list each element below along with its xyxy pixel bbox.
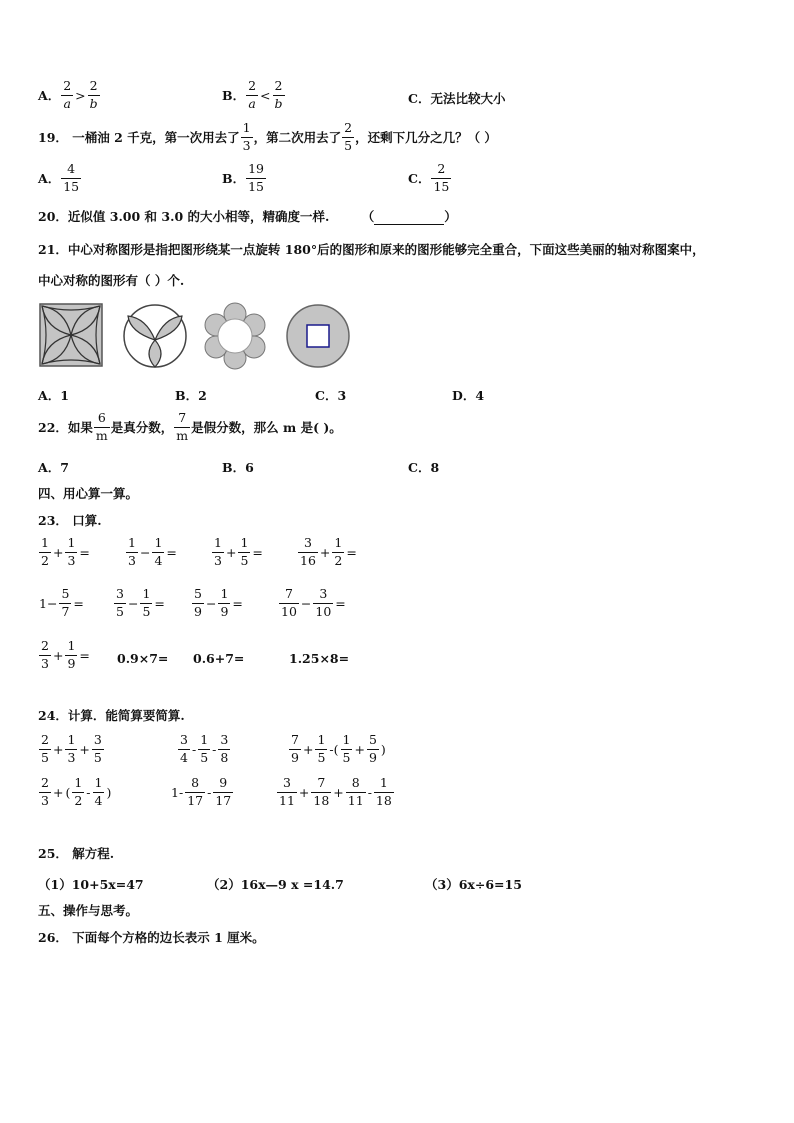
q24-expression: $\frac{2}{3}$ + ( $\frac{1}{2}$ - $\frac{1}{4}$ ) xyxy=(41,775,112,808)
q24-expression: 1- $\frac{8}{17}$ - $\frac{9}{17}$ xyxy=(171,775,232,808)
q22-option-a: A．7 xyxy=(38,460,69,475)
square-petal-pattern xyxy=(40,304,102,366)
q23-item: $\frac{5}{9}$ − $\frac{1}{9}$ = xyxy=(194,586,243,619)
q25-equation-2: （2）16x—9 x =14.7 xyxy=(207,877,344,892)
q23-item: $\frac{1}{2}$ + $\frac{1}{3}$ = xyxy=(41,535,90,568)
q24-expression: $\frac{2}{5}$ + $\frac{1}{3}$ + $\frac{3}{5}$ xyxy=(41,732,102,765)
fraction: $\frac{6}{m}$ xyxy=(95,410,108,443)
q21-line1: 21．中心对称图形是指把图形绕某一点旋转 180°后的图形和原来的图形能够完全重合，下面这些美丽的轴对称图案中， xyxy=(38,242,705,257)
q24-expression: $\frac{3}{11}$ + $\frac{7}{18}$ + $\frac{8}{11}$ - $\frac{1}{18}$ xyxy=(279,775,392,808)
q19-option-c: C． $\frac{2}{15}$ xyxy=(408,161,450,194)
q19-question: 19． 一桶油 2 千克，第一次用去了 $\frac{1}{3}$ ，第二次用去了 $\frac{2}{5}$ ，还剩下几分之几？（ ） xyxy=(38,120,497,153)
q22-question: 22．如果 $\frac{6}{m}$ 是真分数， $\frac{7}{m}$ 是假分数，那么 m 是( )。 xyxy=(38,410,342,443)
q22-option-b: B．6 xyxy=(222,460,254,475)
fraction: $\frac{1}{3}$ xyxy=(242,120,251,153)
q25-equation-1: （1）10+5x=47 xyxy=(38,877,144,892)
q18-option-b: B． $\frac{2}{a}$ < $\frac{2}{b}$ xyxy=(222,78,283,111)
q19-option-a: A． $\frac{4}{15}$ xyxy=(38,161,80,194)
q21-option-c: C．3 xyxy=(315,388,347,403)
flower-pattern xyxy=(205,303,265,369)
answer-blank[interactable] xyxy=(374,212,444,225)
q23-item: $\frac{2}{3}$ + $\frac{1}{9}$ = xyxy=(41,638,90,671)
section-four-heading: 四、用心算一算。 xyxy=(38,486,139,501)
section-five-heading: 五、操作与思考。 xyxy=(38,903,139,918)
fraction: $\frac{7}{m}$ xyxy=(176,410,189,443)
fraction: $\frac{2}{b}$ xyxy=(274,78,283,111)
fraction: $\frac{19}{15}$ xyxy=(248,161,264,194)
q21-patterns xyxy=(38,302,358,372)
q23-title: 23． 口算. xyxy=(38,513,102,528)
q21-line2: 中心对称的图形有（ ）个. xyxy=(38,273,185,288)
fraction: $\frac{2}{b}$ xyxy=(89,78,98,111)
fraction: $\frac{2}{5}$ xyxy=(344,120,353,153)
q25-title: 25． 解方程. xyxy=(38,846,115,861)
q21-option-d: D．4 xyxy=(452,388,485,403)
q24-title: 24．计算．能简算要简算. xyxy=(38,708,185,723)
fraction: $\frac{2}{a}$ xyxy=(63,78,72,111)
q23-item: 0.6+7= xyxy=(193,651,245,666)
q21-option-a: A．1 xyxy=(38,388,69,403)
fraction: $\frac{2}{a}$ xyxy=(248,78,257,111)
q20-question: 20．近似值 3.00 和 3.0 的大小相等，精确度一样. （ ） xyxy=(38,209,457,224)
fraction: $\frac{2}{15}$ xyxy=(433,161,450,194)
q22-option-c: C．8 xyxy=(408,460,440,475)
q23-item: 1− $\frac{5}{7}$ = xyxy=(39,586,84,619)
q21-option-b: B．2 xyxy=(175,388,207,403)
three-petal-circle xyxy=(124,305,186,367)
q24-expression: $\frac{3}{4}$ - $\frac{1}{5}$ - $\frac{3}{8}$ xyxy=(180,732,229,765)
q23-item: $\frac{3}{16}$ + $\frac{1}{2}$ = xyxy=(300,535,357,568)
q23-item: $\frac{1}{3}$ − $\frac{1}{4}$ = xyxy=(128,535,177,568)
q24-expression: $\frac{7}{9}$ + $\frac{1}{5}$ -( $\frac{1}{5}$ + $\frac{5}{9}$ ) xyxy=(291,732,386,765)
fraction: $\frac{4}{15}$ xyxy=(63,161,80,194)
coin-pattern xyxy=(287,305,349,367)
q26-question: 26． 下面每个方格的边长表示 1 厘米。 xyxy=(38,930,265,945)
q23-item: 1.25×8= xyxy=(289,651,350,666)
q23-item: $\frac{3}{5}$ − $\frac{1}{5}$ = xyxy=(116,586,165,619)
q25-equation-3: （3）6x÷6=15 xyxy=(425,877,522,892)
q18-option-c: C． 无法比较大小 xyxy=(408,91,506,106)
q18-option-a: A． $\frac{2}{a}$ > $\frac{2}{b}$ xyxy=(38,78,98,111)
q23-item: $\frac{1}{3}$ + $\frac{1}{5}$ = xyxy=(214,535,263,568)
q23-item: 0.9×7= xyxy=(117,651,169,666)
q19-option-b: B． $\frac{19}{15}$ xyxy=(222,161,264,194)
q23-item: $\frac{7}{10}$ − $\frac{3}{10}$ = xyxy=(281,586,346,619)
